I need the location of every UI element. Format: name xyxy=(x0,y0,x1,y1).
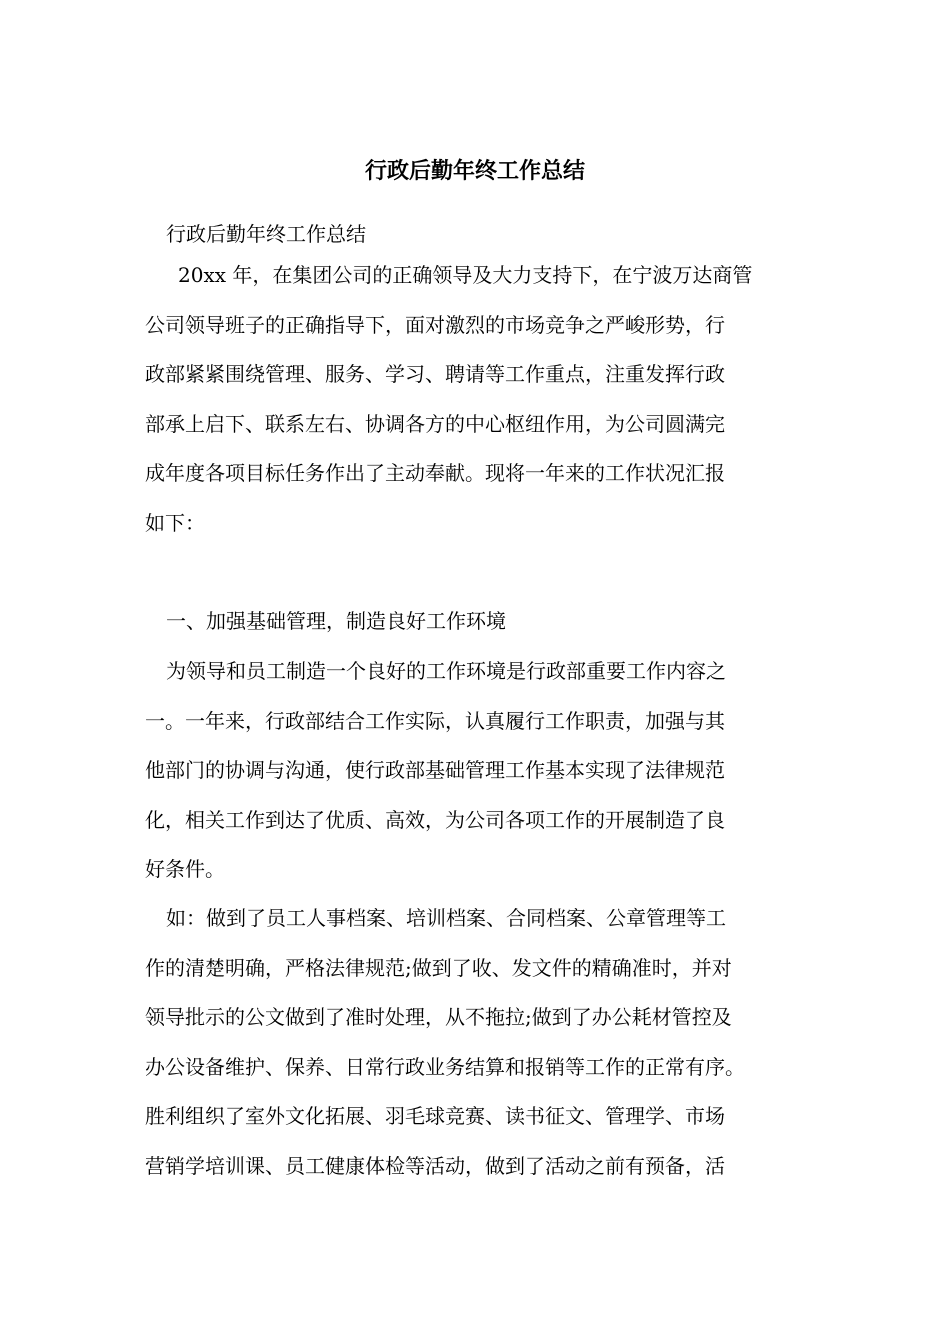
paragraph-line: 办公设备维护、保养、日常行政业务结算和报销等工作的正常有序。 xyxy=(145,1054,745,1079)
paragraph-line: 领导批示的公文做到了准时处理，从不拖拉;做到了办公耗材管控及 xyxy=(145,1005,732,1029)
section1-heading: 一、加强基础管理，制造良好工作环境 xyxy=(166,609,506,633)
paragraph-line: 胜利组织了室外文化拓展、羽毛球竞赛、读书征文、管理学、市场 xyxy=(145,1104,725,1128)
intro-line: 如下： xyxy=(145,510,205,535)
paragraph-line: 作的清楚明确，严格法律规范;做到了收、发文件的精确准时，并对 xyxy=(145,955,732,980)
intro-line: 部承上启下、联系左右、协调各方的中心枢纽作用，为公司圆满完 xyxy=(145,411,725,436)
paragraph-line: 一。一年来，行政部结合工作实际，认真履行工作职责，加强与其 xyxy=(145,708,725,733)
section1-paragraph-2 xyxy=(145,894,825,1191)
paragraph-line: 他部门的协调与沟通，使行政部基础管理工作基本实现了法律规范 xyxy=(145,758,725,782)
paragraph-line: 为领导和员工制造一个良好的工作环境是行政部重要工作内容之 xyxy=(166,659,726,683)
document-title: 行政后勤年终工作总结 xyxy=(364,158,585,184)
section1-paragraph-1 xyxy=(145,647,825,895)
document-subtitle: 行政后勤年终工作总结 xyxy=(166,222,366,246)
intro-line: 公司领导班子的正确指导下，面对激烈的市场竞争之严峻形势，行 xyxy=(145,312,725,337)
paragraph-line: 如：做到了员工人事档案、培训档案、合同档案、公章管理等工 xyxy=(166,906,726,930)
intro-line: 政部紧紧围绕管理、服务、学习、聘请等工作重点，注重发挥行政 xyxy=(145,362,725,386)
paragraph-line: 营销学培训课、员工健康体检等活动，做到了活动之前有预备，活 xyxy=(145,1153,725,1178)
intro-paragraph xyxy=(145,251,825,548)
paragraph-line: 好条件。 xyxy=(145,857,225,881)
intro-line: 成年度各项目标任务作出了主动奉献。现将一年来的工作状况汇报 xyxy=(145,461,725,485)
section1-heading-block xyxy=(145,597,825,647)
paragraph-line: 化，相关工作到达了优质、高效，为公司各项工作的开展制造了良 xyxy=(145,807,725,832)
intro-line: 20xx 年，在集团公司的正确领导及大力支持下，在宁波万达商管 xyxy=(178,263,753,287)
